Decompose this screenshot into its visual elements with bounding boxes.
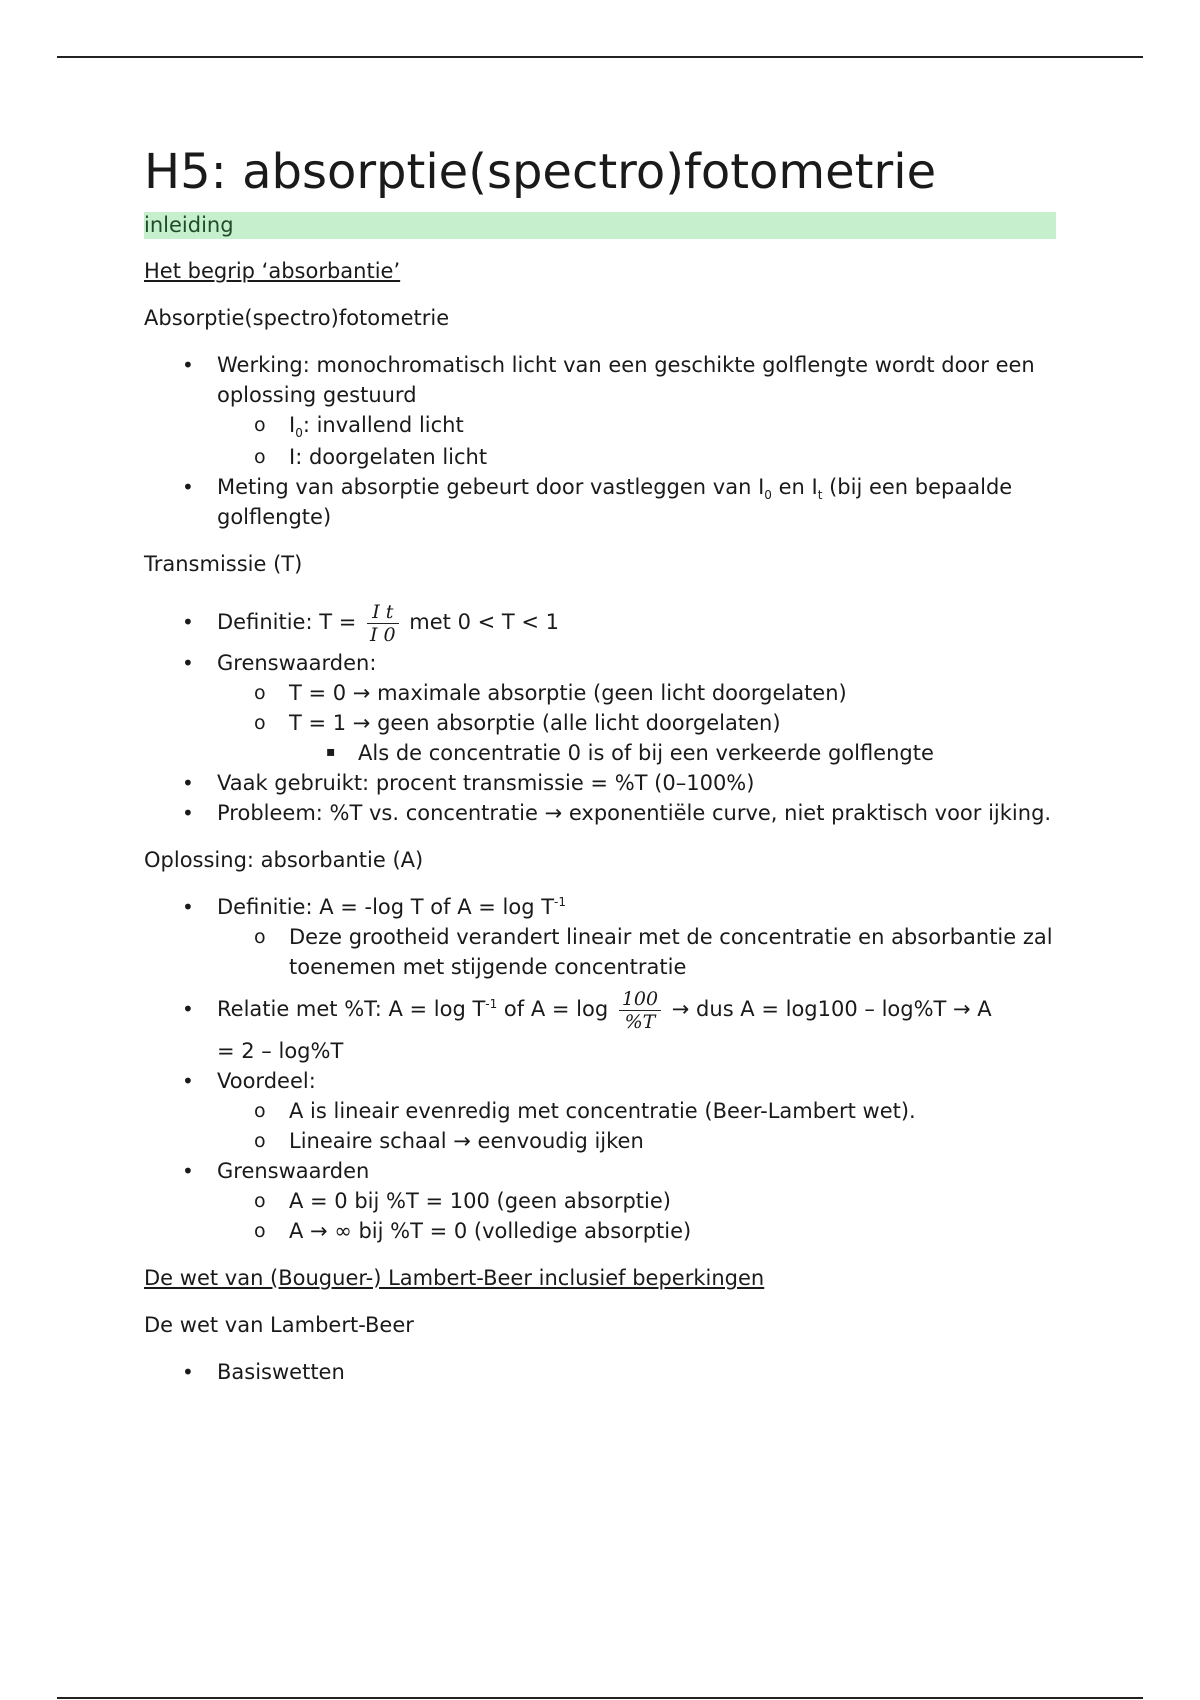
- bottom-rule: [57, 1697, 1143, 1699]
- bullet-icon: •: [182, 610, 194, 634]
- list-item: • Grenswaarden: [144, 1156, 1064, 1186]
- circle-bullet-icon: o: [254, 926, 266, 948]
- fraction-it-i0: $\frac{\text{I t}}{I 0}$: [367, 601, 399, 646]
- bullet-icon: •: [182, 801, 194, 825]
- list-transmissie: [144, 596, 1064, 828]
- list-item: o I: doorgelaten licht: [144, 442, 1064, 472]
- para-wet-lambert-beer: De wet van Lambert-Beer: [144, 1313, 414, 1337]
- square-bullet-icon: ▪: [326, 744, 336, 760]
- bullet-icon: •: [182, 1360, 194, 1384]
- list-basiswetten: [144, 1357, 1064, 1387]
- para-oplossing: Oplossing: absorbantie (A): [144, 848, 424, 872]
- fraction-100-pct-t: $\frac{100}{\%T}$: [619, 988, 661, 1033]
- circle-bullet-icon: o: [254, 1100, 266, 1122]
- list-item: o T = 0 → maximale absorptie (geen licht doorgelaten): [144, 678, 1064, 708]
- list-absorbantie: [144, 892, 1064, 1246]
- document-body: [144, 142, 1064, 1404]
- circle-bullet-icon: o: [254, 1130, 266, 1152]
- top-rule: [57, 56, 1143, 58]
- list-item: • Grenswaarden:: [144, 648, 1064, 678]
- list-item: o $I_0$: invallend licht: [144, 410, 1064, 440]
- subheading-absorbantie: Het begrip ‘absorbantie’: [144, 259, 401, 283]
- list-item: • Meting van absorptie gebeurt door vastleggen van $I_0$ en $I_t$ (bij een bepaalde golflengte): [144, 472, 1064, 532]
- circle-bullet-icon: o: [254, 414, 266, 436]
- list-item: • Voordeel:: [144, 1066, 1064, 1096]
- bullet-icon: •: [182, 1159, 194, 1183]
- para-transmissie: Transmissie (T): [144, 552, 303, 576]
- list-item: o T = 1 → geen absorptie (alle licht doorgelaten): [144, 708, 1064, 738]
- list-item: o A = 0 bij %T = 100 (geen absorptie): [144, 1186, 1064, 1216]
- bullet-icon: •: [182, 651, 194, 675]
- bullet-icon: •: [182, 895, 194, 919]
- list-item: • Basiswetten: [144, 1357, 1064, 1387]
- bullet-icon: •: [182, 997, 194, 1021]
- circle-bullet-icon: o: [254, 1220, 266, 1242]
- list-item-continuation: = 2 – log%T: [217, 1039, 344, 1063]
- para-absorptie: Absorptie(spectro)fotometrie: [144, 306, 450, 330]
- list-item: • Relatie met %T: $A = \log T^{-1}$ of A = log $\frac{100}{\%T}$ → dus A = log100 – log%T → A: [144, 982, 1064, 1036]
- list-item: ▪ Als de concentratie 0 is of bij een verkeerde golflengte: [144, 738, 1064, 768]
- list-item: • Werking: monochromatisch licht van een geschikte golflengte wordt door een oplossing gestuurd: [144, 350, 1064, 410]
- circle-bullet-icon: o: [254, 1190, 266, 1212]
- bullet-icon: •: [182, 475, 194, 499]
- bullet-icon: •: [182, 353, 194, 377]
- list-item: o Deze grootheid verandert lineair met de concentratie en absorbantie zal toenemen met stijgende concentratie: [144, 922, 1064, 982]
- list-item: o A is lineair evenredig met concentratie (Beer-Lambert wet).: [144, 1096, 1064, 1126]
- list-item: • Definitie: T = $\frac{\text{I t}}{I 0}$ met 0 < T < 1: [144, 596, 1064, 648]
- list-item: • Vaak gebruikt: procent transmissie = %T (0–100%): [144, 768, 1064, 798]
- list-item: • Probleem: %T vs. concentratie → exponentiële curve, niet praktisch voor ijking.: [144, 798, 1064, 828]
- list-item: • Definitie: A = -log T of $A = \log T^{-1}$: [144, 892, 1064, 922]
- subheading-lambert-beer: De wet van (Bouguer-) Lambert-Beer inclusief beperkingen: [144, 1266, 765, 1290]
- page-title: H5: absorptie(spectro)fotometrie: [144, 144, 937, 200]
- list-item: o A → ∞ bij %T = 0 (volledige absorptie): [144, 1216, 1064, 1246]
- list-item: o Lineaire schaal → eenvoudig ijken: [144, 1126, 1064, 1156]
- circle-bullet-icon: o: [254, 712, 266, 734]
- circle-bullet-icon: o: [254, 446, 266, 468]
- circle-bullet-icon: o: [254, 682, 266, 704]
- section-band: inleiding: [144, 212, 1056, 239]
- list-werking: [144, 350, 1064, 532]
- bullet-icon: •: [182, 1069, 194, 1093]
- bullet-icon: •: [182, 771, 194, 795]
